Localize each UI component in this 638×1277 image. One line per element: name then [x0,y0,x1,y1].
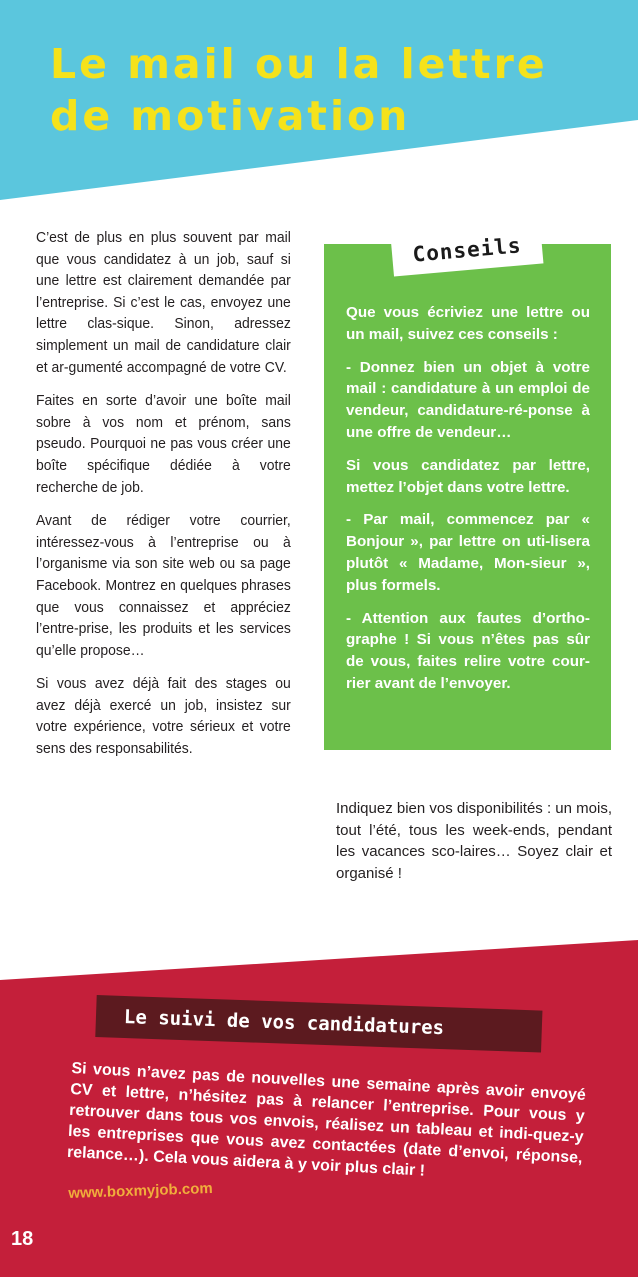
left-paragraph-3: Avant de rédiger votre courrier, intéressez-vous à l’entreprise ou à l’organisme via son site web ou sa page Facebook. Montrez en quelques phrases que vous connaissez et appréciez l’entre-prise, les produits et les services qu’elle propose… [36,512,291,659]
title-line-2: de motivation [50,92,411,140]
conseils-text [346,302,590,706]
left-paragraph-1: C’est de plus en plus souvent par mail que vous candidatez à un job, sauf si une lettre est clairement demandée par l’entreprise. Si c’est le cas, envoyez une lettre clas-sique. Sinon, adressez simplement un mail de candidature clair et ar-gumenté accompagné de votre CV. [36,229,291,376]
right-paragraph: Indiquez bien vos disponibilités : un mois, tout l’été, tous les week-ends, pendant les vacances sco-laires… Soyez clair et organisé ! [336,800,612,882]
website-link[interactable]: www.boxmyjob.com [68,1179,213,1202]
right-column [336,798,612,884]
conseils-paragraph-4: - Par mail, commencez par « Bonjour », par lettre on uti-lisera plutôt « Madame, Mon-sieur », plus formels. [346,511,590,594]
suivi-heading: Le suivi de vos candidatures [123,1005,445,1040]
conseils-paragraph-2: - Donnez bien un objet à votre mail : candidature à un emploi de vendeur, candidature-ré-ponse à une offre de vendeur… [346,358,590,441]
conseils-paragraph-3: Si vous candidatez par lettre, mettez l’objet dans votre lettre. [346,456,590,496]
page-number: 18 [11,1228,34,1250]
left-paragraph-2: Faites en sorte d’avoir une boîte mail sobre à vos nom et prénom, sans pseudo. Pourquoi ne pas vous créer une boîte spécifique dédiée à votre recherche de job. [36,392,291,496]
left-paragraph-4: Si vous avez déjà fait des stages ou avez déjà exercé un job, insistez sur votre expérience, votre sérieux et votre sens des responsabilités. [36,675,291,758]
conseils-heading: Conseils [411,233,523,267]
suivi-paragraph: Si vous n’avez pas de nouvelles une semaine après avoir envoyé CV et lettre, n’hésitez pas à relancer l’entreprise. Pour vous y retrouver dans tous vos envois, réalisez un tableau et indi-quez-y les entreprises que vous avez contactées (date d’envoi, réponse, relance…). Cela vous aidera à y voir plus clair ! [66,1059,587,1180]
conseils-paragraph-1: Que vous écriviez une lettre ou un mail, suivez ces conseils : [346,304,590,343]
title-line-1: Le mail ou la lettre [50,40,548,88]
left-column [36,227,291,772]
conseils-paragraph-5: - Attention aux fautes d’ortho-graphe ! Si vous n’êtes pas sûr de vous, faites relire votre cour-rier avant de l’envoyer. [346,609,590,692]
page-title [50,38,548,142]
